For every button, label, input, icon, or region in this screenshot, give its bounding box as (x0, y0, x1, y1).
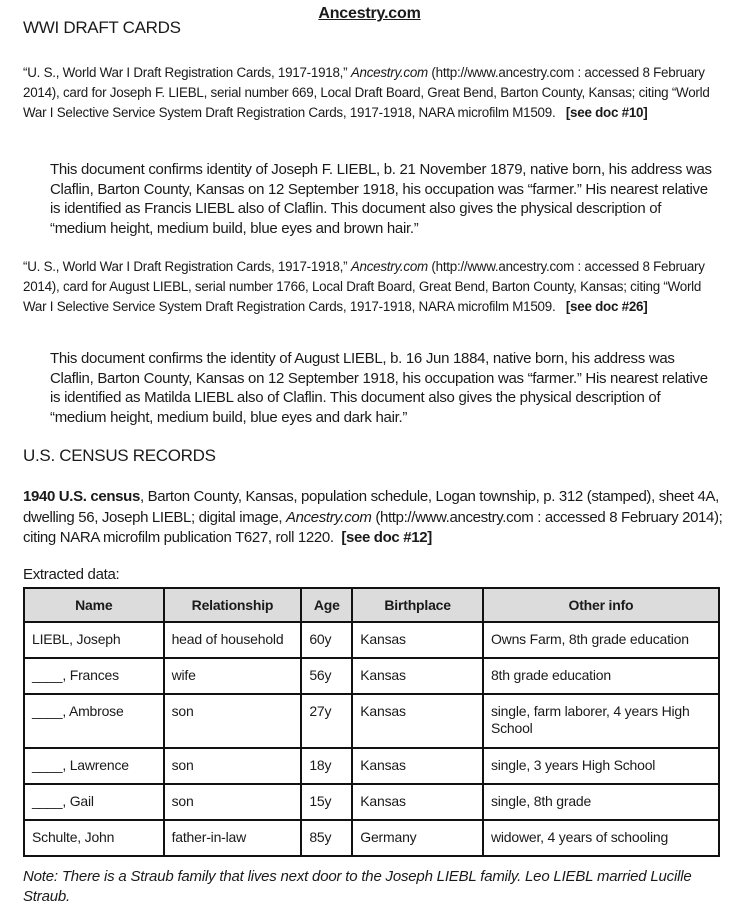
column-header-age: Age (301, 588, 352, 622)
column-header-other-info: Other info (483, 588, 719, 622)
citation-text: (http://www.ancestry.com : accessed 8 February 2014), card for Joseph F. LIEBL, serial number 669, Local Draft Board, Great Bend, Barton County, Kansas; citing “World War I Selective Service System Draft Registration Cards, 1917-1918, NARA microfilm M1509. (23, 65, 710, 120)
cell-birthplace: Kansas (352, 748, 483, 784)
citation-text: “U. S., World War I Draft Registration Cards, 1917-1918,” (23, 65, 351, 80)
cell-other-info: single, 3 years High School (483, 748, 719, 784)
section-heading-census-records: U.S. CENSUS RECORDS (23, 446, 216, 465)
cell-other-info: Owns Farm, 8th grade education (483, 622, 719, 658)
cell-name: Schulte, John (24, 820, 164, 856)
citation-august-draft-card (23, 257, 723, 316)
summary-joseph-draft-card: This document confirms identity of Joseph F. LIEBL, b. 21 November 1879, native born, his address was Claflin, Barton County, Kansas on 12 September 1918, his occupation was “farmer.” His nearest relative is identified as Francis LIEBL also of Claflin. This document also gives the physical description of “medium height, medium build, blue eyes and brown hair.” (50, 161, 712, 237)
census-title: 1940 U.S. census (23, 488, 140, 505)
cell-other-info: single, farm laborer, 4 years High School (483, 694, 719, 748)
cell-age: 15y (301, 784, 352, 820)
cell-relationship: son (164, 748, 302, 784)
site-title: Ancestry.com (318, 5, 421, 22)
cell-age: 85y (301, 820, 352, 856)
cell-age: 56y (301, 658, 352, 694)
cell-name: ____, Gail (24, 784, 164, 820)
table-header-row (24, 588, 719, 622)
cell-name: ____, Frances (24, 658, 164, 694)
cell-other-info: single, 8th grade (483, 784, 719, 820)
doc-reference: [see doc #12] (341, 529, 432, 546)
citation-site: Ancestry.com (350, 259, 428, 274)
table-row (24, 694, 719, 748)
doc-reference: [see doc #26] (565, 298, 648, 314)
citation-site: Ancestry.com (285, 508, 372, 526)
cell-age: 18y (301, 748, 352, 784)
cell-other-info: 8th grade education (483, 658, 719, 694)
table-row (24, 748, 719, 784)
cell-relationship: son (164, 784, 302, 820)
cell-age: 27y (301, 694, 352, 748)
cell-relationship: father-in-law (164, 820, 302, 856)
extracted-data-label: Extracted data: (23, 566, 120, 583)
column-header-name: Name (24, 588, 164, 622)
cell-relationship: wife (164, 658, 302, 694)
cell-birthplace: Kansas (352, 694, 483, 748)
citation-text: , Barton County, Kansas, population schedule, Logan township, p. 312 (stamped), sheet 4A, dwelling 56, Joseph LIEBL; digital image, (23, 488, 719, 526)
citation-site: Ancestry.com (350, 65, 428, 80)
census-table (23, 587, 720, 857)
section-heading-draft-cards: WWI DRAFT CARDS (23, 18, 181, 37)
research-note: Note: There is a Straub family that lives next door to the Joseph LIEBL family. Leo LIEBL married Lucille Straub. (23, 868, 692, 905)
cell-relationship: son (164, 694, 302, 748)
citation-text: “U. S., World War I Draft Registration Cards, 1917-1918,” (23, 259, 351, 274)
column-header-relationship: Relationship (164, 588, 302, 622)
table-row (24, 784, 719, 820)
cell-age: 60y (301, 622, 352, 658)
cell-other-info: widower, 4 years of schooling (483, 820, 719, 856)
doc-reference: [see doc #10] (565, 104, 648, 120)
cell-birthplace: Kansas (352, 658, 483, 694)
column-header-birthplace: Birthplace (352, 588, 483, 622)
cell-name: ____, Ambrose (24, 694, 164, 748)
citation-text: (http://www.ancestry.com : accessed 8 February 2014), card for August LIEBL, serial number 1766, Local Draft Board, Great Bend, Barton County, Kansas; citing “World War I Selective Service System Draft Registration Cards, 1917-1918, NARA microfilm M1509. (23, 259, 705, 314)
cell-birthplace: Kansas (352, 784, 483, 820)
cell-name: LIEBL, Joseph (24, 622, 164, 658)
citation-joseph-draft-card (23, 63, 723, 122)
table-row (24, 820, 719, 856)
cell-birthplace: Kansas (352, 622, 483, 658)
cell-birthplace: Germany (352, 820, 483, 856)
cell-relationship: head of household (164, 622, 302, 658)
table-row (24, 622, 719, 658)
citation-1940-census (23, 487, 728, 549)
citation-text: (http://www.ancestry.com : accessed 8 February 2014); citing NARA microfilm publication T627, roll 1220. (23, 508, 723, 546)
cell-name: ____, Lawrence (24, 748, 164, 784)
table-row (24, 658, 719, 694)
summary-august-draft-card: This document confirms the identity of August LIEBL, b. 16 Jun 1884, native born, his address was Claflin, Barton County, Kansas on 12 September 1918, his occupation was “farmer.” His nearest relative is identified as Matilda LIEBL also of Claflin. This document also gives the physical description of “medium height, medium build, blue eyes and dark hair.” (50, 350, 708, 426)
